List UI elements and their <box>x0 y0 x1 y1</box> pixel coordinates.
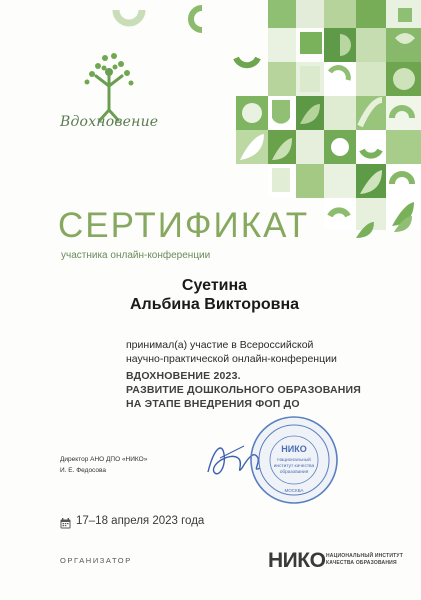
stamp-title: НИКО <box>281 444 307 454</box>
conference-line-3: НА ЭТАПЕ ВНЕДРЕНИЯ ФОП ДО <box>126 398 300 410</box>
conference-title <box>126 369 361 411</box>
participation-description <box>126 339 337 366</box>
recipient-surname: Суетина <box>181 277 248 294</box>
official-stamp <box>248 414 340 506</box>
stamp-line-3: образования <box>279 470 309 475</box>
calendar-icon <box>60 518 71 529</box>
niko-logo-text: НИКО <box>268 549 326 572</box>
organizer-label: ОРГАНИЗАТОР <box>60 556 132 565</box>
niko-subtitle-line-2: КАЧЕСТВА ОБРАЗОВАНИЯ <box>326 560 397 566</box>
niko-logo <box>268 549 325 573</box>
conference-line-2: РАЗВИТИЕ ДОШКОЛЬНОГО ОБРАЗОВАНИЯ <box>126 384 362 396</box>
niko-logo-subtitle <box>326 553 403 567</box>
stamp-line-2: институт качества <box>273 464 315 469</box>
event-date: 17–18 апреля 2023 года <box>76 515 205 527</box>
conference-line-1: ВДОХНОВЕНИЕ 2023. <box>126 370 241 382</box>
recipient-given-names: Альбина Викторовна <box>129 296 300 313</box>
signatory-name: И. Е. Федосова <box>60 467 106 474</box>
stamp-line-1: Национальный <box>277 458 311 463</box>
description-line-1: принимал(а) участие в Всероссийской <box>126 339 314 351</box>
stamp-city: МОСКВА <box>284 488 304 493</box>
signatory-role: Директор АНО ДПО «НИКО» <box>60 456 148 463</box>
certificate-title: СЕРТИФИКАТ <box>58 206 310 245</box>
niko-subtitle-line-1: НАЦИОНАЛЬНЫЙ ИНСТИТУТ <box>326 553 403 559</box>
description-line-2: научно-практической онлайн-конференции <box>126 352 337 365</box>
certificate-subtitle: участника онлайн-конференции <box>61 250 211 261</box>
logo-wordmark: Вдохновение <box>60 114 159 130</box>
